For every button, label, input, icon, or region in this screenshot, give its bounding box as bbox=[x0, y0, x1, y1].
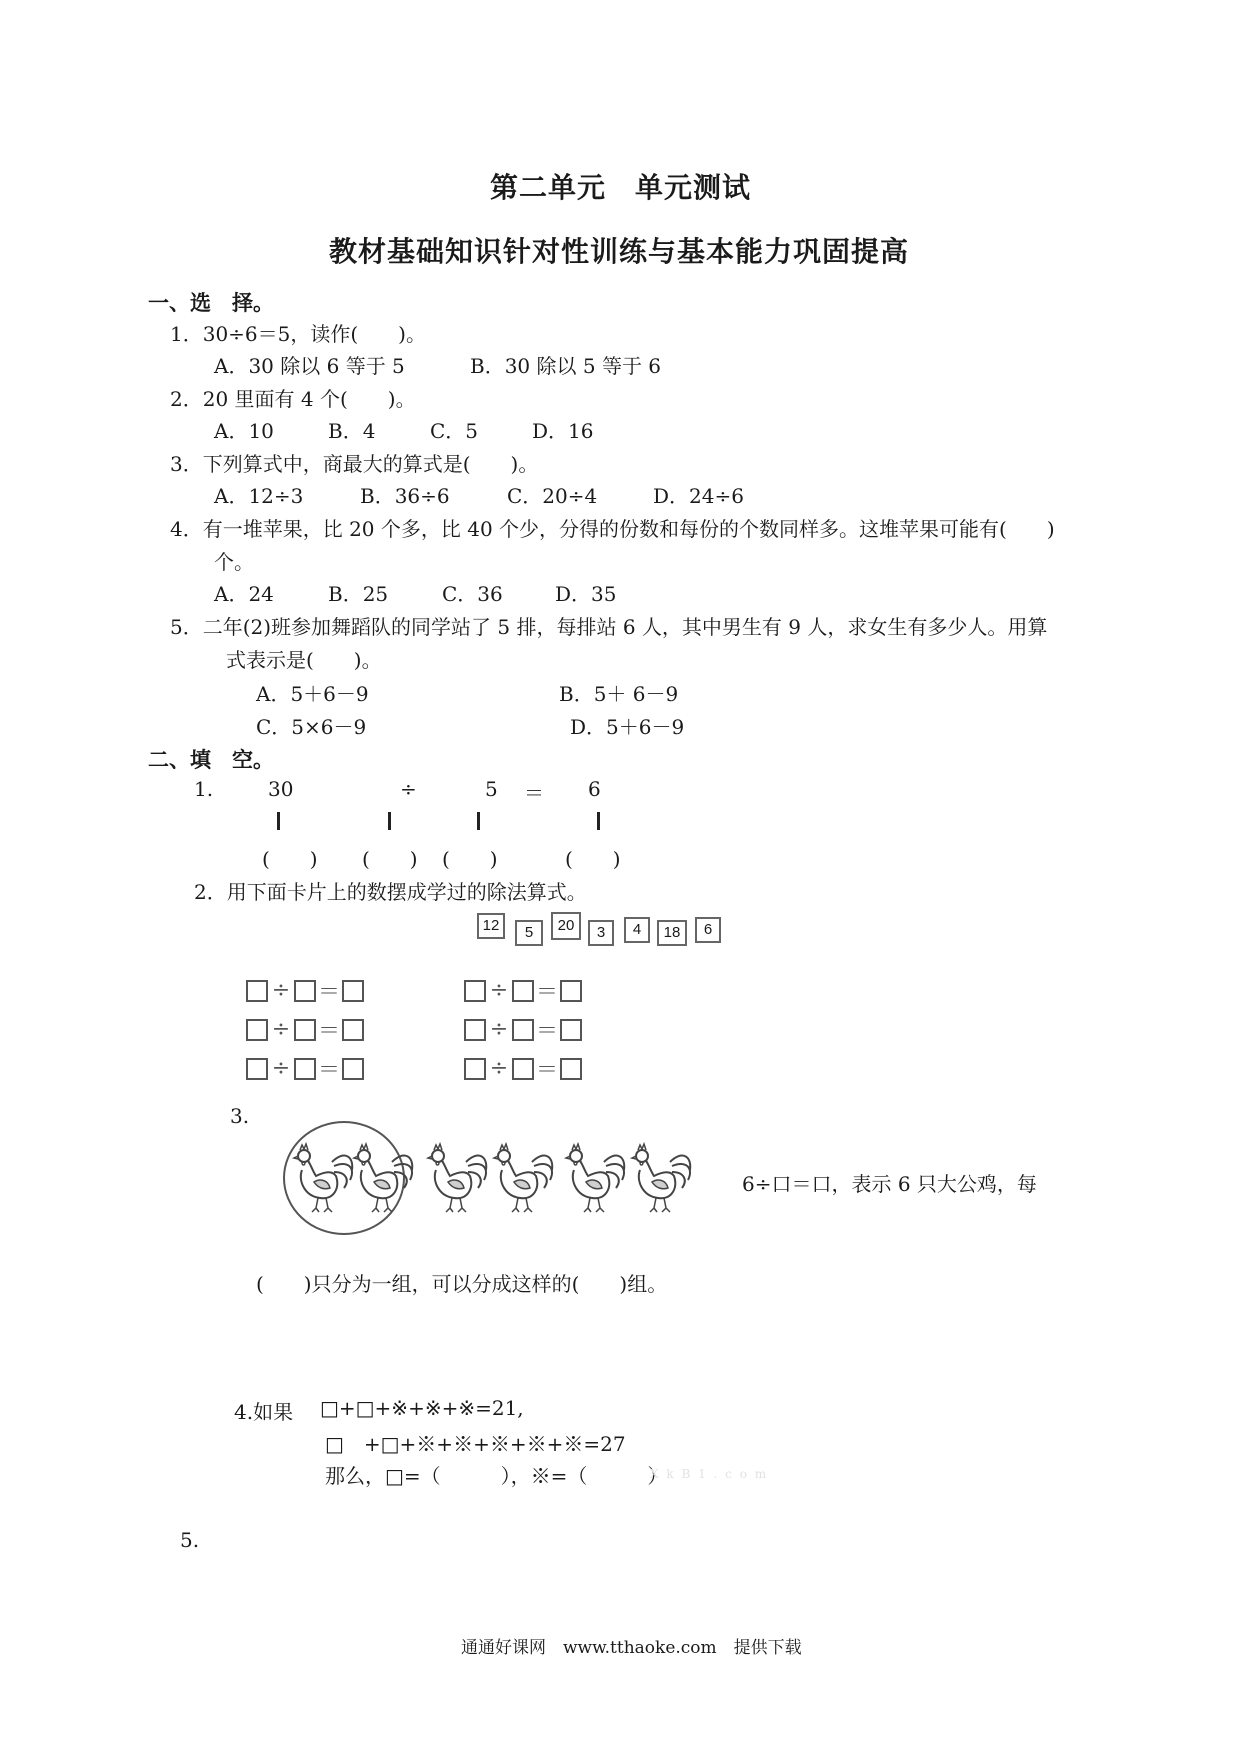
option-b: B．30 除以 5 等于 6 bbox=[470, 354, 662, 378]
division-sign: ÷ bbox=[489, 978, 509, 1003]
watermark: X k B 1 . c o m bbox=[650, 1467, 769, 1481]
section-heading-choice: 一、选 择。 bbox=[148, 290, 274, 315]
option-b: B．25 bbox=[328, 582, 389, 606]
fill-q2-text: 2．用下面卡片上的数摆成学过的除法算式。 bbox=[194, 880, 587, 904]
quotient-box[interactable] bbox=[342, 1058, 364, 1080]
quotient-box[interactable] bbox=[560, 1058, 582, 1080]
pointer-line bbox=[277, 812, 280, 830]
fill-q1-number: 1. bbox=[194, 777, 214, 801]
footer-credit: 通通好课网 www.tthaoke.com 提供下载 bbox=[461, 1638, 802, 1658]
section-heading-fill: 二、填 空。 bbox=[148, 747, 274, 772]
fill-q4-number: 4.如果 bbox=[234, 1400, 294, 1424]
fill-q5-number: 5. bbox=[180, 1528, 200, 1552]
rooster-icon bbox=[428, 1144, 486, 1212]
equals-sign: ＝ bbox=[317, 1058, 340, 1083]
fill-q3-text: 6÷口＝口，表示 6 只大公鸡，每 bbox=[742, 1172, 1037, 1196]
option-d: D．5＋6－9 bbox=[570, 715, 685, 739]
option-b: B．5＋ 6－9 bbox=[559, 682, 679, 706]
division-equation-template bbox=[464, 1014, 582, 1045]
pointer-line bbox=[388, 812, 391, 830]
number-card: 12 bbox=[477, 913, 505, 939]
number-card: 18 bbox=[657, 920, 687, 946]
quotient-box[interactable] bbox=[342, 1019, 364, 1041]
question-stem: 5．二年(2)班参加舞蹈队的同学站了 5 排，每排站 6 人，其中男生有 9 人，求女生有多少人。用算 bbox=[170, 615, 1048, 639]
division-sign: ÷ bbox=[400, 777, 417, 801]
pointer-line bbox=[597, 812, 600, 830]
dividend-box[interactable] bbox=[246, 1019, 268, 1041]
option-d: D．35 bbox=[555, 582, 617, 606]
option-a: A．30 除以 6 等于 5 bbox=[214, 354, 405, 378]
dividend-box[interactable] bbox=[246, 1058, 268, 1080]
divisor-box[interactable] bbox=[512, 1019, 534, 1041]
fill-q3-number: 3. bbox=[230, 1104, 250, 1128]
rooster-icon bbox=[294, 1144, 352, 1212]
option-b: B．36÷6 bbox=[360, 484, 450, 508]
option-b: B．4 bbox=[328, 419, 376, 443]
dividend-box[interactable] bbox=[464, 1058, 486, 1080]
division-sign: ÷ bbox=[489, 1056, 509, 1081]
rooster-icon bbox=[494, 1144, 552, 1212]
page-subtitle: 教材基础知识针对性训练与基本能力巩固提高 bbox=[329, 235, 910, 268]
option-a: A．10 bbox=[214, 419, 274, 443]
quotient-box[interactable] bbox=[560, 1019, 582, 1041]
rooster-icon bbox=[566, 1144, 624, 1212]
option-a: A．5＋6－9 bbox=[256, 682, 369, 706]
equals-sign: ＝ bbox=[317, 1019, 340, 1044]
option-d: D．24÷6 bbox=[653, 484, 744, 508]
equation-line-1: □+□+※+※+※=21, bbox=[320, 1396, 524, 1420]
quotient: 6 bbox=[588, 777, 601, 801]
answer-blank[interactable]: ( ) bbox=[565, 847, 621, 871]
division-sign: ÷ bbox=[489, 1017, 509, 1042]
equals-sign: ＝ bbox=[524, 781, 544, 805]
divisor-box[interactable] bbox=[512, 1058, 534, 1080]
number-card: 4 bbox=[624, 917, 650, 943]
number-card: 5 bbox=[515, 920, 543, 946]
question-stem: 3．下列算式中，商最大的算式是( )。 bbox=[170, 452, 539, 476]
division-sign: ÷ bbox=[271, 1017, 291, 1042]
divisor-box[interactable] bbox=[294, 1019, 316, 1041]
divisor-box[interactable] bbox=[512, 980, 534, 1002]
equals-sign: ＝ bbox=[535, 980, 558, 1005]
dividend: 30 bbox=[268, 777, 294, 801]
option-c: C．36 bbox=[442, 582, 503, 606]
rooster-icon bbox=[632, 1144, 690, 1212]
division-equation-template bbox=[464, 975, 582, 1006]
option-c: C．5 bbox=[430, 419, 479, 443]
divisor: 5 bbox=[485, 777, 498, 801]
option-c: C．5×6－9 bbox=[256, 715, 367, 739]
divisor-box[interactable] bbox=[294, 1058, 316, 1080]
page-title: 第二单元 单元测试 bbox=[490, 171, 752, 204]
question-stem: 4．有一堆苹果，比 20 个多，比 40 个少，分得的份数和每份的个数同样多。这堆苹果可能有( ) bbox=[170, 517, 1055, 541]
quotient-box[interactable] bbox=[560, 980, 582, 1002]
answer-blank[interactable]: ( ) bbox=[262, 847, 318, 871]
division-equation-template bbox=[246, 975, 364, 1006]
equals-sign: ＝ bbox=[317, 980, 340, 1005]
division-sign: ÷ bbox=[271, 978, 291, 1003]
option-c: C．20÷4 bbox=[507, 484, 598, 508]
equals-sign: ＝ bbox=[535, 1058, 558, 1083]
equation-line-2: □ +□+※+※+※+※+※=27 bbox=[325, 1432, 626, 1456]
option-a: A．24 bbox=[214, 582, 274, 606]
divisor-box[interactable] bbox=[294, 980, 316, 1002]
division-equation-template bbox=[246, 1014, 364, 1045]
answer-blank[interactable]: ( ) bbox=[442, 847, 498, 871]
number-card: 3 bbox=[588, 920, 614, 946]
dividend-box[interactable] bbox=[464, 980, 486, 1002]
division-equation-template bbox=[464, 1053, 582, 1084]
question-stem-continued: 式表示是( )。 bbox=[226, 648, 382, 672]
pointer-line bbox=[477, 812, 480, 830]
answer-blank[interactable]: ( ) bbox=[362, 847, 418, 871]
quotient-box[interactable] bbox=[342, 980, 364, 1002]
division-equation-template bbox=[246, 1053, 364, 1084]
question-stem: 1．30÷6＝5，读作( )。 bbox=[170, 322, 426, 346]
equals-sign: ＝ bbox=[535, 1019, 558, 1044]
division-sign: ÷ bbox=[271, 1056, 291, 1081]
option-d: D．16 bbox=[532, 419, 594, 443]
number-card: 20 bbox=[551, 912, 581, 940]
option-a: A．12÷3 bbox=[214, 484, 304, 508]
question-stem-continued: 个。 bbox=[214, 550, 254, 574]
number-card: 6 bbox=[695, 917, 721, 943]
question-stem: 2．20 里面有 4 个( )。 bbox=[170, 387, 416, 411]
answer-line: 那么，□=（ ），※=（ ） bbox=[325, 1464, 668, 1488]
dividend-box[interactable] bbox=[246, 980, 268, 1002]
rooster-illustration bbox=[282, 1120, 722, 1240]
fill-q3-text-continued: ( )只分为一组，可以分成这样的( )组。 bbox=[256, 1272, 668, 1296]
dividend-box[interactable] bbox=[464, 1019, 486, 1041]
